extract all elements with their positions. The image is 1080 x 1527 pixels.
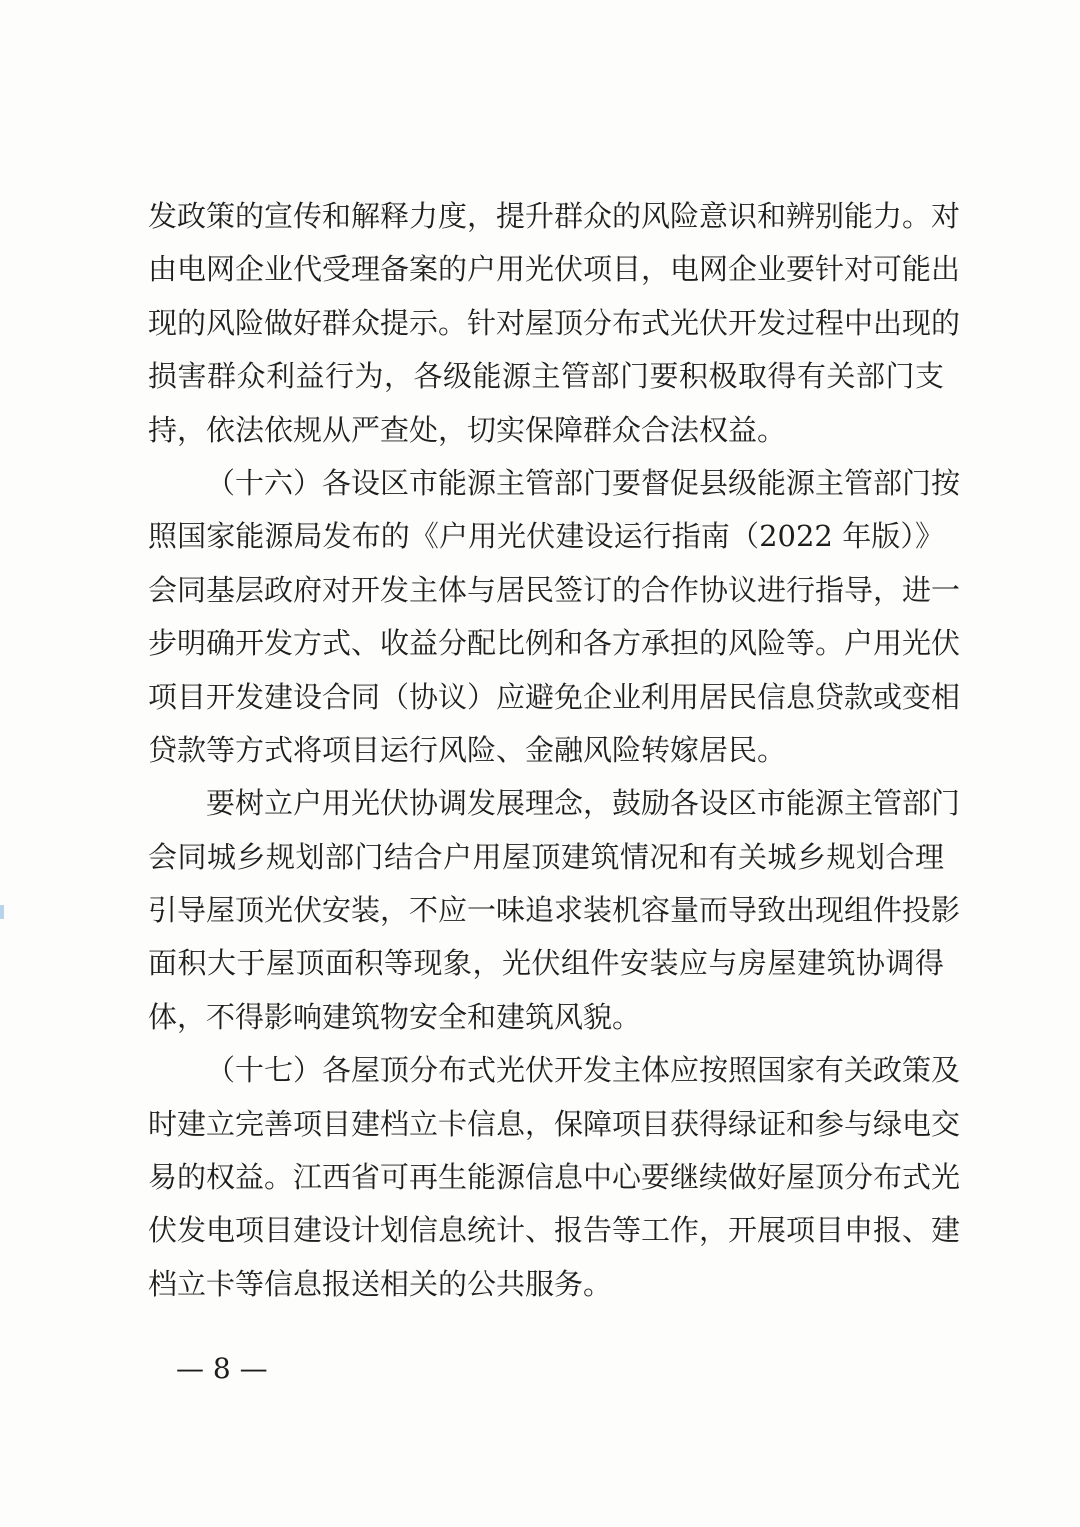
paragraph-2 [148,457,961,777]
text-line: 损害群众利益行为，各级能源主管部门要积极取得有关部门支 [148,359,944,394]
scan-edge-mark [0,905,4,919]
text-line: 步明确开发方式、收益分配比例和各方承担的风险等。户用光伏 [148,626,961,661]
text-line: 引导屋顶光伏安装，不应一味追求装机容量而导致出现组件投影 [148,893,961,928]
page-number: — 8 — [176,1352,268,1385]
text-line: 项目开发建设合同（协议）应避免企业利用居民信息贷款或变相 [148,679,961,714]
text-line: 现的风险做好群众提示。针对屋顶分布式光伏开发过程中出现的 [148,305,961,340]
text-line: 贷款等方式将项目运行风险、金融风险转嫁居民。 [148,732,787,767]
text-line: 由电网企业代受理备案的户用光伏项目，电网企业要针对可能出 [148,252,961,287]
text-line: 要树立户用光伏协调发展理念，鼓励各设区市能源主管部门 [206,786,961,821]
text-line: 照国家能源局发布的《户用光伏建设运行指南（2022 年版）》 [148,519,944,554]
text-line: 档立卡等信息报送相关的公共服务。 [148,1266,613,1301]
text-line: 发政策的宣传和解释力度，提升群众的风险意识和辨别能力。对 [148,199,961,233]
text-line: 会同城乡规划部门结合户用屋顶建筑情况和有关城乡规划合理 [148,839,944,874]
text-line: 时建立完善项目建档立卡信息，保障项目获得绿证和参与绿电交 [148,1106,961,1141]
text-line: （十七）各屋顶分布式光伏开发主体应按照国家有关政策及 [206,1053,961,1088]
text-line: 伏发电项目建设计划信息统计、报告等工作，开展项目申报、建 [148,1213,961,1248]
text-line: 持，依法依规从严查处，切实保障群众合法权益。 [148,412,787,447]
text-line: 易的权益。江西省可再生能源信息中心要继续做好屋顶分布式光 [148,1160,961,1195]
text-line: （十六）各设区市能源主管部门要督促县级能源主管部门按 [206,465,961,500]
document-body [148,190,961,1311]
text-line: 会同基层政府对开发主体与居民签订的合作协议进行指导，进一 [148,572,961,607]
text-line: 体，不得影响建筑物安全和建筑风貌。 [148,999,642,1034]
paragraph-4 [148,1044,961,1311]
paragraph-1 [148,190,961,457]
paragraph-3 [148,777,961,1044]
text-line: 面积大于屋顶面积等现象，光伏组件安装应与房屋建筑协调得 [148,946,944,981]
